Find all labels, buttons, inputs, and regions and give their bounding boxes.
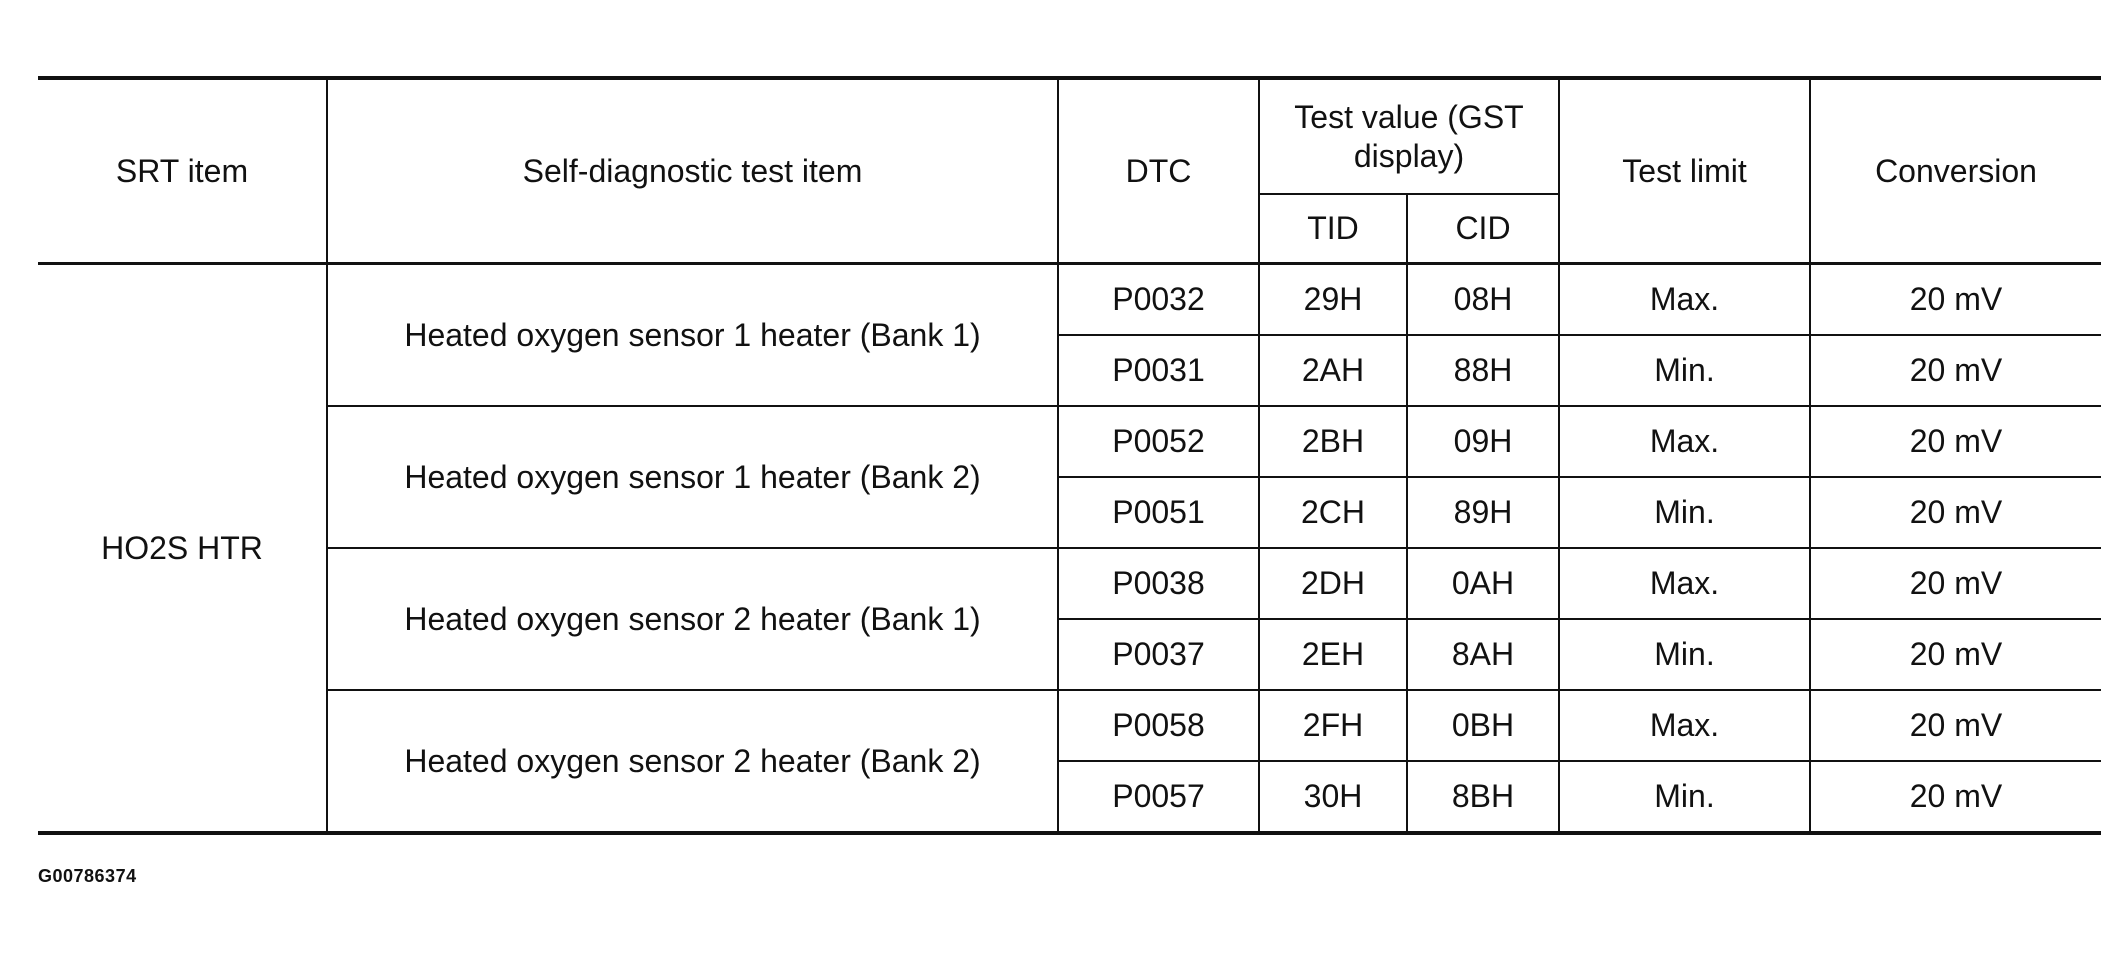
header-test-limit: Test limit — [1559, 78, 1810, 264]
srt-item-cell: HO2S HTR — [38, 264, 327, 834]
table-row — [38, 406, 2101, 477]
self-diagnostic-item-cell: Heated oxygen sensor 2 heater (Bank 2) — [327, 690, 1058, 833]
cid-cell: 8BH — [1407, 761, 1559, 833]
table-header — [38, 78, 2101, 264]
figure-code: G00786374 — [38, 866, 137, 886]
dtc-cell: P0057 — [1058, 761, 1259, 833]
test-limit-cell: Min. — [1559, 335, 1810, 406]
test-limit-cell: Max. — [1559, 406, 1810, 477]
test-limit-cell: Max. — [1559, 264, 1810, 336]
test-limit-cell: Max. — [1559, 548, 1810, 619]
test-limit-cell: Max. — [1559, 690, 1810, 761]
dtc-cell: P0058 — [1058, 690, 1259, 761]
header-conversion: Conversion — [1810, 78, 2101, 264]
dtc-cell: P0052 — [1058, 406, 1259, 477]
tid-cell: 2EH — [1259, 619, 1407, 690]
dtc-cell: P0032 — [1058, 264, 1259, 336]
conversion-cell: 20 mV — [1810, 619, 2101, 690]
srt-table — [38, 76, 2101, 835]
tid-cell: 2BH — [1259, 406, 1407, 477]
conversion-cell: 20 mV — [1810, 477, 2101, 548]
cid-cell: 0AH — [1407, 548, 1559, 619]
dtc-cell: P0038 — [1058, 548, 1259, 619]
tid-cell: 2DH — [1259, 548, 1407, 619]
self-diagnostic-item-cell: Heated oxygen sensor 1 heater (Bank 1) — [327, 264, 1058, 407]
header-srt-item: SRT item — [38, 78, 327, 264]
tid-cell: 2AH — [1259, 335, 1407, 406]
table-body — [38, 264, 2101, 834]
test-limit-cell: Min. — [1559, 761, 1810, 833]
cid-cell: 0BH — [1407, 690, 1559, 761]
tid-cell: 29H — [1259, 264, 1407, 336]
header-test-value-label: Test value (GST display) — [1294, 99, 1524, 174]
table-row — [38, 264, 2101, 336]
header-self-diagnostic-test-item: Self-diagnostic test item — [327, 78, 1058, 264]
table-row — [38, 690, 2101, 761]
header-tid: TID — [1259, 194, 1407, 264]
tid-cell: 2CH — [1259, 477, 1407, 548]
cid-cell: 88H — [1407, 335, 1559, 406]
cid-cell: 08H — [1407, 264, 1559, 336]
conversion-cell: 20 mV — [1810, 406, 2101, 477]
tid-cell: 2FH — [1259, 690, 1407, 761]
self-diagnostic-item-cell: Heated oxygen sensor 2 heater (Bank 1) — [327, 548, 1058, 690]
srt-document — [38, 76, 2101, 835]
dtc-cell: P0037 — [1058, 619, 1259, 690]
header-cid: CID — [1407, 194, 1559, 264]
conversion-cell: 20 mV — [1810, 690, 2101, 761]
conversion-cell: 20 mV — [1810, 761, 2101, 833]
test-limit-cell: Min. — [1559, 619, 1810, 690]
test-limit-cell: Min. — [1559, 477, 1810, 548]
dtc-cell: P0031 — [1058, 335, 1259, 406]
header-test-value — [1259, 78, 1559, 194]
conversion-cell: 20 mV — [1810, 335, 2101, 406]
conversion-cell: 20 mV — [1810, 264, 2101, 336]
table-row — [38, 548, 2101, 619]
tid-cell: 30H — [1259, 761, 1407, 833]
self-diagnostic-item-cell: Heated oxygen sensor 1 heater (Bank 2) — [327, 406, 1058, 548]
cid-cell: 8AH — [1407, 619, 1559, 690]
cid-cell: 09H — [1407, 406, 1559, 477]
header-dtc: DTC — [1058, 78, 1259, 264]
conversion-cell: 20 mV — [1810, 548, 2101, 619]
cid-cell: 89H — [1407, 477, 1559, 548]
dtc-cell: P0051 — [1058, 477, 1259, 548]
